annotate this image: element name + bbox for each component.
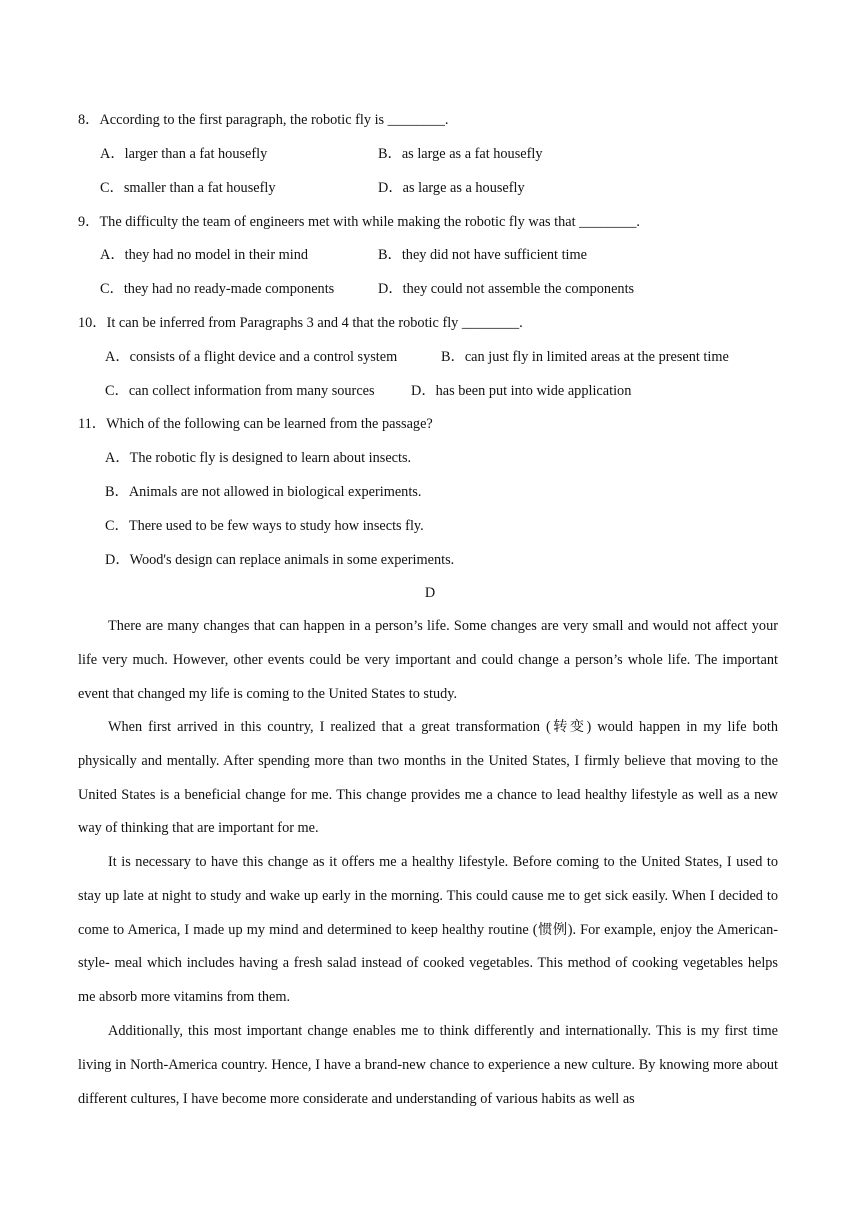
question-8-stem: 8．According to the first paragraph, the robotic fly is ________.: [78, 112, 449, 128]
question-11-stem: 11．Which of the following can be learned from the passage?: [78, 416, 433, 432]
question-10-option-b: B．can just fly in limited areas at the present time: [441, 349, 729, 365]
question-10-option-a: A．consists of a flight device and a control system: [105, 349, 398, 365]
question-11-option-b: B．Animals are not allowed in biological experiments.: [105, 484, 422, 500]
question-9-option-d: D．they could not assemble the components: [378, 281, 635, 297]
question-11-option-a: A．The robotic fly is designed to learn about insects.: [105, 450, 412, 466]
question-9-option-b: B．they did not have sufficient time: [378, 247, 587, 263]
section-heading: D: [424, 585, 436, 601]
question-10-stem: 10．It can be inferred from Paragraphs 3 and 4 that the robotic fly ________.: [78, 315, 523, 331]
question-9-option-c: C．they had no ready-made components: [100, 281, 335, 297]
passage-paragraph-4: Additionally, this most important change enables me to think differently and internationally. This is my first time living in North-America country. Hence, I have a brand-new chance to experience a new culture. By knowing more about different cultures, I have become more considerate and understanding of various habits as well as: [78, 1023, 778, 1107]
passage-paragraph-2: When first arrived in this country, I realized that a great transformation (转变) would happen in my life both physically and mentally. After spending more than two months in the United States, I firmly believe that moving to the United States is a beneficial change for me. This change provides me a chance to lead healthy lifestyle as well as a new way of thinking that are important for me.: [78, 719, 778, 837]
question-10-option-d: D．has been put into wide application: [411, 383, 632, 399]
question-10-option-c: C．can collect information from many sources: [105, 383, 375, 399]
question-8-option-b: B．as large as a fat housefly: [378, 146, 543, 162]
question-11-option-d: D．Wood's design can replace animals in some experiments.: [105, 552, 455, 568]
question-8-option-d: D．as large as a housefly: [378, 180, 525, 196]
question-8-option-a: A．larger than a fat housefly: [100, 146, 268, 162]
question-8-option-c: C．smaller than a fat housefly: [100, 180, 276, 196]
question-11-option-c: C．There used to be few ways to study how insects fly.: [105, 518, 424, 534]
question-9-stem: 9．The difficulty the team of engineers met with while making the robotic fly was that ________.: [78, 214, 640, 230]
question-9-option-a: A．they had no model in their mind: [100, 247, 309, 263]
passage-paragraph-3: It is necessary to have this change as it offers me a healthy lifestyle. Before coming to the United States, I used to stay up late at night to study and wake up early in the morning. This could cause me to get sick easily. When I decided to come to America, I made up my mind and determined to keep healthy routine (惯例). For example, enjoy the American-style- meal which includes having a fresh salad instead of cooked vegetables. This method of cooking vegetables helps me absorb more vitamins from them.: [78, 854, 778, 1006]
passage-paragraph-1: There are many changes that can happen in a person’s life. Some changes are very small and would not affect your life very much. However, other events could be very important and could change a person’s whole life. The important event that changed my life is coming to the United States to study.: [78, 618, 778, 702]
